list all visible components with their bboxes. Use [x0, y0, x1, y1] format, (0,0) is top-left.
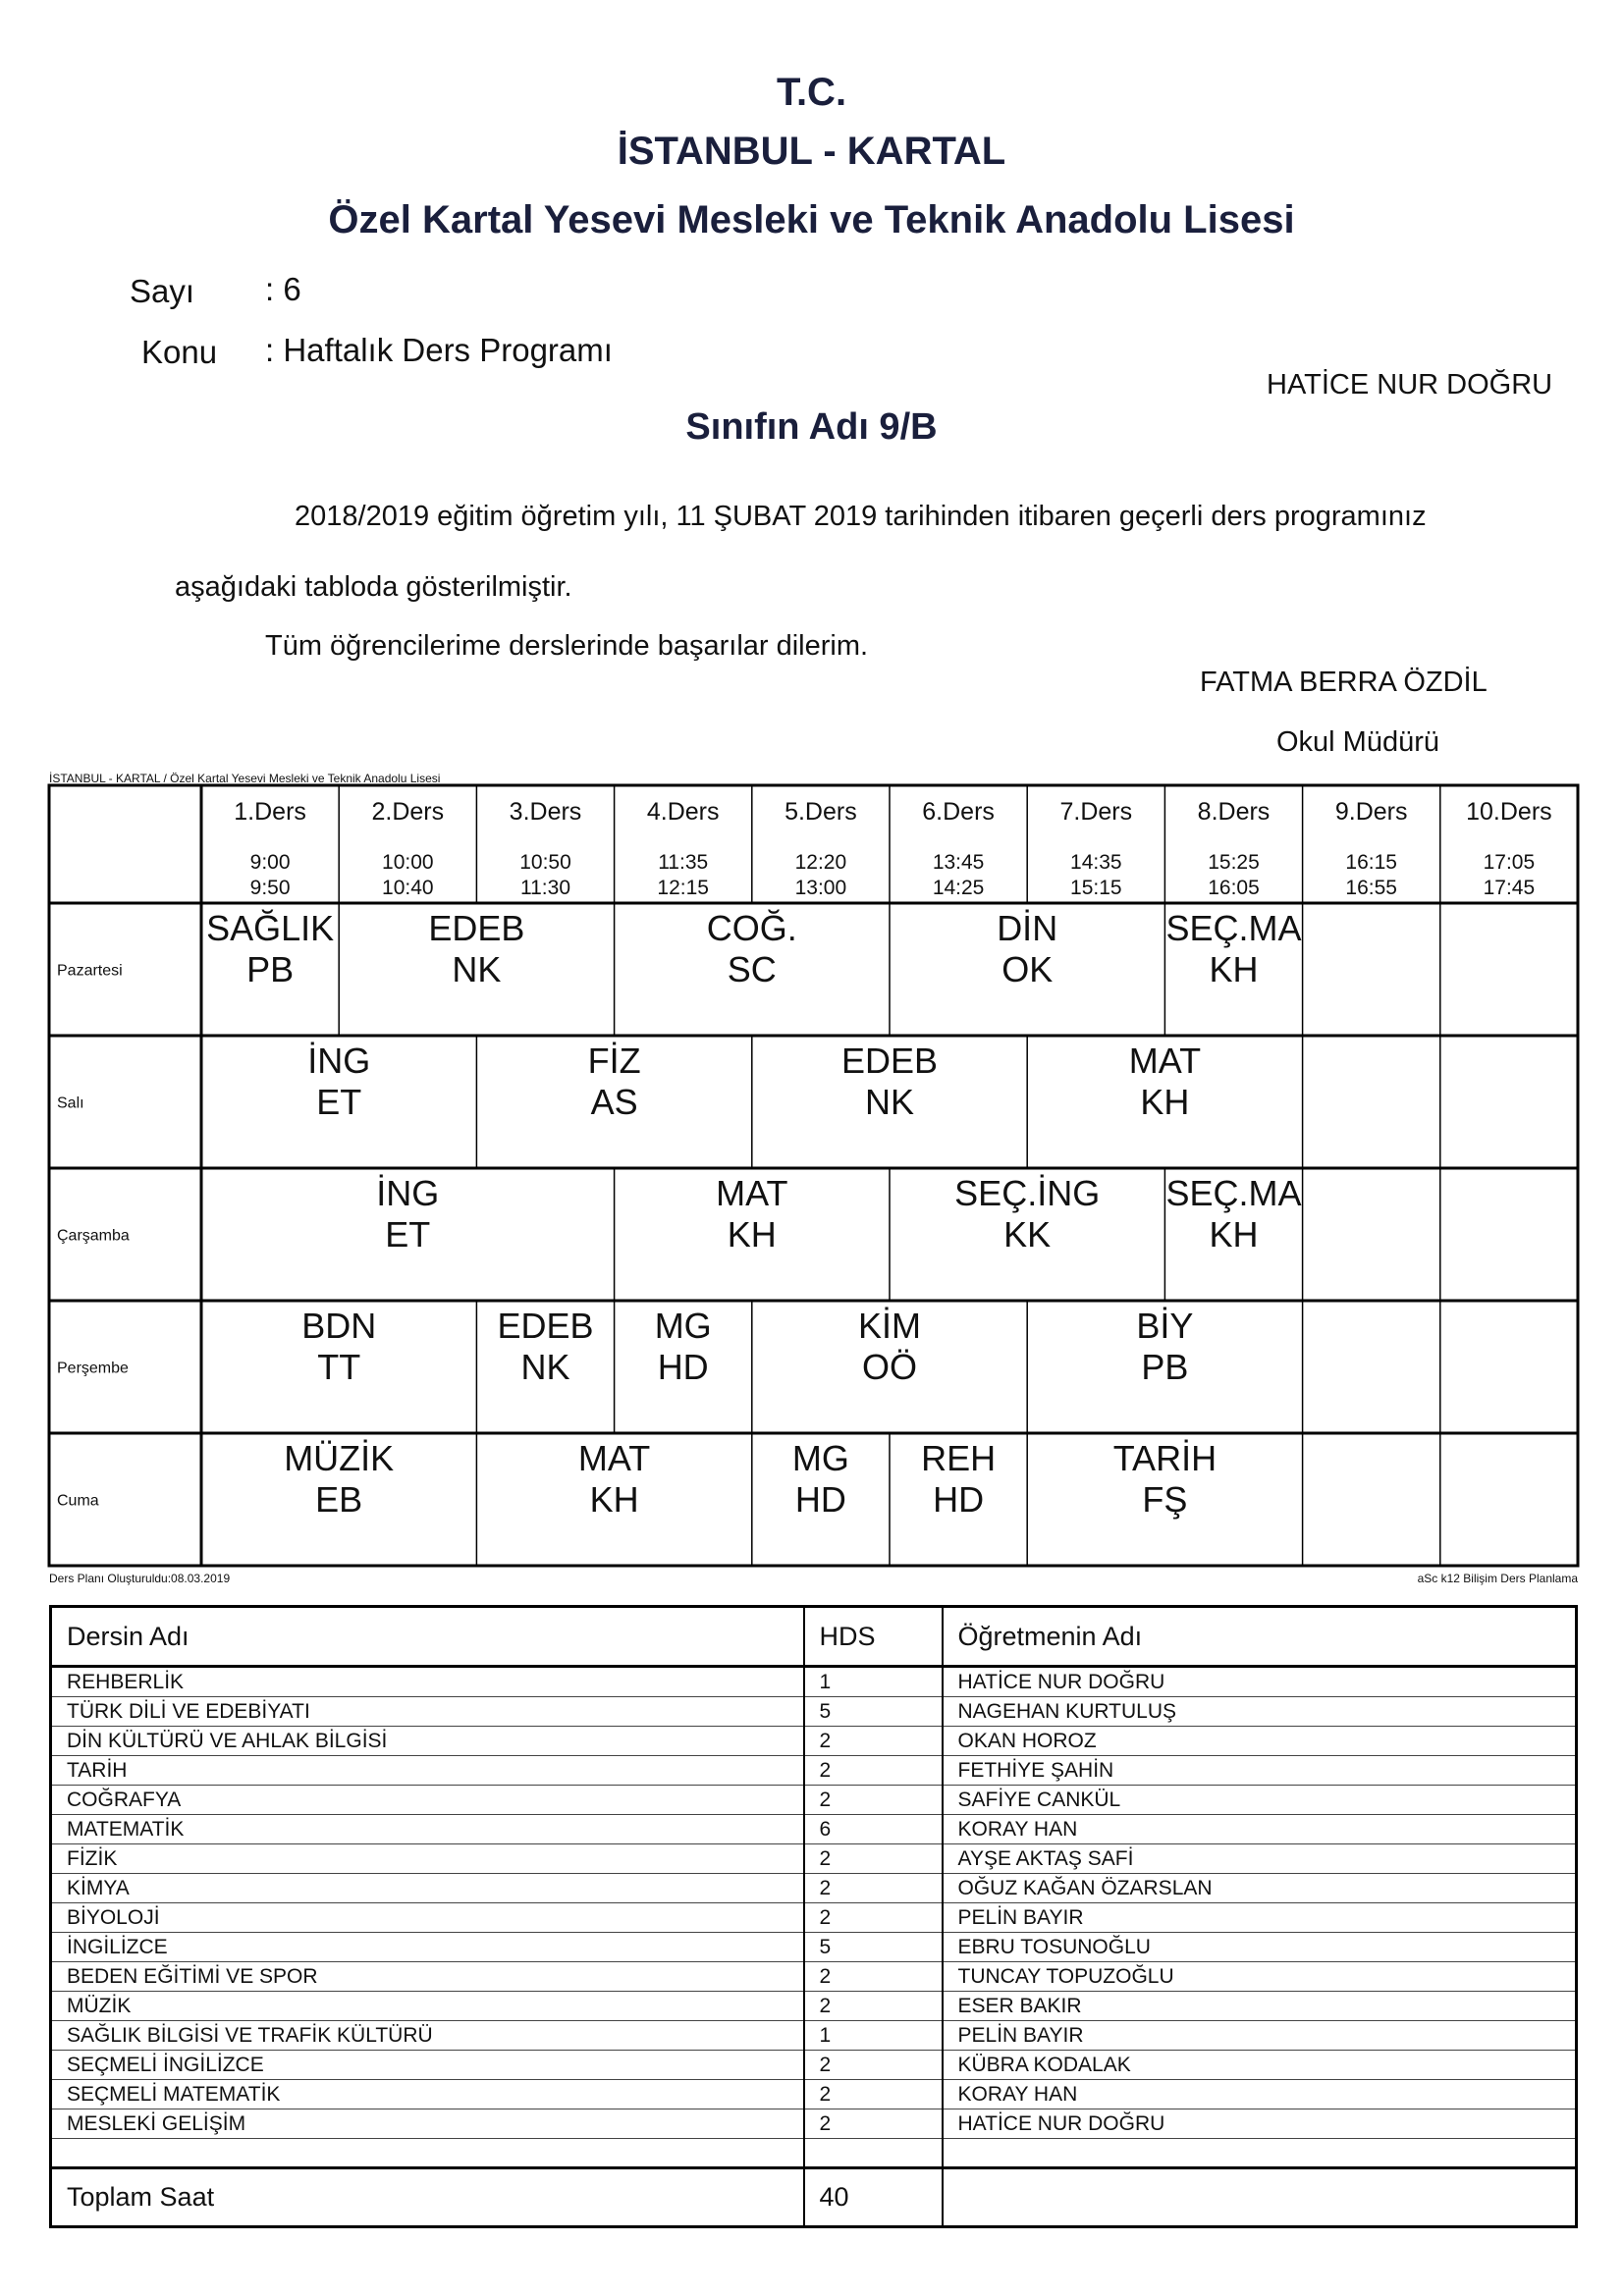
period-start: 14:35 [1070, 851, 1122, 874]
table-row [51, 1992, 1577, 2021]
intro-paragraph: 2018/2019 eğitim öğretim yılı, 11 ŞUBAT 2019 tarihinden itibaren geçerli ders programınız [295, 501, 1427, 532]
table-row [51, 1756, 1577, 1786]
blank-cell [804, 2139, 943, 2168]
course-teacher: ESER BAKIR [943, 1992, 1577, 2021]
course-teacher: HATİCE NUR DOĞRU [943, 2109, 1577, 2139]
course-hours: 6 [804, 1815, 943, 1844]
table-row [51, 1786, 1577, 1815]
course-teacher: KORAY HAN [943, 1815, 1577, 1844]
lesson-subject: FİZ [587, 1041, 641, 1081]
period-start: 10:00 [382, 851, 434, 874]
table-row [51, 1933, 1577, 1962]
course-hours: 2 [804, 1727, 943, 1756]
course-teacher: OKAN HOROZ [943, 1727, 1577, 1756]
course-name: MATEMATİK [51, 1815, 804, 1844]
lesson-teacher: KH [727, 1214, 777, 1255]
course-hours: 2 [804, 2109, 943, 2139]
course-hours: 2 [804, 1874, 943, 1903]
course-hours: 2 [804, 1756, 943, 1786]
course-hours: 1 [804, 1667, 943, 1697]
lesson-subject: MAT [1128, 1041, 1202, 1081]
course-teacher: KORAY HAN [943, 2080, 1577, 2109]
lesson-teacher: NK [520, 1347, 570, 1387]
course-list-table [49, 1605, 1578, 2228]
lesson-subject: SAĞLIK [206, 908, 335, 948]
day-label: Salı [57, 1095, 84, 1112]
day-label: Perşembe [57, 1360, 129, 1377]
period-end: 16:05 [1208, 877, 1260, 899]
lesson-subject: REH [921, 1438, 997, 1478]
total-row [51, 2168, 1577, 2227]
period-start: 11:35 [658, 851, 709, 874]
total-label: Toplam Saat [51, 2168, 804, 2227]
course-hours: 5 [804, 1697, 943, 1727]
lesson-teacher: HD [657, 1347, 709, 1387]
created-date: Ders Planı Oluşturuldu:08.03.2019 [49, 1572, 231, 1585]
lesson-teacher: ET [385, 1214, 431, 1255]
lesson-subject: EDEB [840, 1041, 939, 1081]
blank-cell [51, 2139, 804, 2168]
period-name: 10.Ders [1466, 798, 1552, 826]
lesson-teacher: KH [1209, 1214, 1259, 1255]
total-empty [943, 2168, 1577, 2227]
course-hours: 2 [804, 1844, 943, 1874]
table-row [51, 2051, 1577, 2080]
course-teacher: EBRU TOSUNOĞLU [943, 1933, 1577, 1962]
lesson-teacher: KH [1209, 949, 1259, 989]
course-name: TÜRK DİLİ VE EDEBİYATI [51, 1697, 804, 1727]
wishes-text: Tüm öğrencilerime derslerinde başarılar dilerim. [265, 630, 869, 662]
period-end: 11:30 [520, 877, 570, 899]
lesson-subject: SEÇ.MA [1165, 1173, 1302, 1213]
lesson-subject: BDN [301, 1306, 377, 1346]
lesson-teacher: ET [316, 1082, 362, 1122]
lesson-teacher: OÖ [861, 1347, 918, 1387]
period-start: 10:50 [519, 851, 571, 874]
period-name: 3.Ders [509, 798, 582, 826]
course-teacher: OĞUZ KAĞAN ÖZARSLAN [943, 1874, 1577, 1903]
lesson-subject: EDEB [428, 908, 525, 948]
table-row [51, 1874, 1577, 1903]
course-hours: 2 [804, 1992, 943, 2021]
period-start: 12:20 [794, 851, 847, 874]
lesson-subject: İNG [376, 1173, 440, 1213]
course-teacher: PELİN BAYIR [943, 2021, 1577, 2051]
principal-name: FATMA BERRA ÖZDİL [1200, 667, 1488, 698]
period-start: 15:25 [1208, 851, 1260, 874]
course-name: BİYOLOJİ [51, 1903, 804, 1933]
table-row [51, 1697, 1577, 1727]
lesson-subject: BİY [1136, 1306, 1194, 1346]
lesson-subject: SEÇ.MA [1165, 908, 1302, 948]
course-teacher: KÜBRA KODALAK [943, 2051, 1577, 2080]
day-label: Cuma [57, 1492, 99, 1510]
period-name: 5.Ders [784, 798, 857, 826]
table-row [51, 1667, 1577, 1697]
course-name: REHBERLİK [51, 1667, 804, 1697]
lesson-subject: İNG [307, 1041, 371, 1081]
course-teacher: PELİN BAYIR [943, 1903, 1577, 1933]
col-header-course: Dersin Adı [51, 1607, 804, 1667]
table-row [51, 1727, 1577, 1756]
period-start: 13:45 [932, 851, 985, 874]
period-end: 13:00 [794, 877, 847, 899]
lesson-teacher: FŞ [1142, 1479, 1188, 1520]
day-label: Çarşamba [57, 1227, 130, 1245]
intro-paragraph-cont: aşağıdaki tabloda gösterilmiştir. [175, 571, 572, 603]
sayi-value: : 6 [265, 271, 301, 307]
table-row [51, 1962, 1577, 1992]
course-hours: 2 [804, 2080, 943, 2109]
lesson-teacher: KH [1140, 1082, 1190, 1122]
lesson-teacher: NK [864, 1082, 915, 1122]
course-teacher: FETHİYE ŞAHİN [943, 1756, 1577, 1786]
table-row [51, 2080, 1577, 2109]
period-name: 6.Ders [922, 798, 995, 826]
period-end: 16:55 [1345, 877, 1397, 899]
lesson-teacher: SC [727, 949, 777, 989]
period-name: 8.Ders [1197, 798, 1271, 826]
period-name: 1.Ders [234, 798, 306, 826]
course-hours: 5 [804, 1933, 943, 1962]
lesson-subject: MAT [716, 1173, 788, 1213]
lesson-subject: MÜZİK [284, 1438, 395, 1478]
course-hours: 2 [804, 1903, 943, 1933]
principal-title: Okul Müdürü [1276, 726, 1440, 758]
course-name: KİMYA [51, 1874, 804, 1903]
header-tc: T.C. [776, 71, 847, 114]
blank-row [51, 2139, 1577, 2168]
course-name: SAĞLIK BİLGİSİ VE TRAFİK KÜLTÜRÜ [51, 2021, 804, 2051]
lesson-teacher: TT [317, 1347, 361, 1387]
period-start: 16:15 [1345, 851, 1397, 874]
course-name: MÜZİK [51, 1992, 804, 2021]
period-name: 4.Ders [646, 798, 720, 826]
period-name: 9.Ders [1334, 798, 1408, 826]
lesson-subject: MAT [577, 1438, 651, 1478]
period-name: 7.Ders [1059, 798, 1133, 826]
lesson-subject: MG [791, 1438, 849, 1478]
period-name: 2.Ders [371, 798, 445, 826]
course-teacher: TUNCAY TOPUZOĞLU [943, 1962, 1577, 1992]
table-row [51, 1815, 1577, 1844]
lesson-teacher: HD [794, 1479, 846, 1520]
lesson-teacher: AS [590, 1082, 638, 1122]
lesson-teacher: PB [246, 949, 295, 989]
lesson-subject: COĞ. [706, 908, 797, 948]
lesson-teacher: PB [1141, 1347, 1189, 1387]
lesson-teacher: EB [315, 1479, 363, 1520]
period-start: 17:05 [1483, 851, 1536, 874]
course-hours: 2 [804, 1962, 943, 1992]
class-title: Sınıfın Adı 9/B [685, 406, 938, 448]
school-name: Özel Kartal Yesevi Mesleki ve Teknik Anadolu Lisesi [328, 198, 1295, 241]
course-teacher: SAFİYE CANKÜL [943, 1786, 1577, 1815]
col-header-teacher: Öğretmenin Adı [943, 1607, 1577, 1667]
lesson-teacher: KK [1003, 1214, 1052, 1255]
course-teacher: NAGEHAN KURTULUŞ [943, 1697, 1577, 1727]
course-name: SEÇMELİ MATEMATİK [51, 2080, 804, 2109]
course-name: COĞRAFYA [51, 1786, 804, 1815]
course-name: FİZİK [51, 1844, 804, 1874]
lesson-subject: SEÇ.İNG [954, 1173, 1101, 1213]
course-name: MESLEKİ GELİŞİM [51, 2109, 804, 2139]
period-end: 10:40 [382, 877, 434, 899]
header-city: İSTANBUL - KARTAL [617, 130, 1006, 173]
course-hours: 2 [804, 2051, 943, 2080]
table-row [51, 1844, 1577, 1874]
course-name: BEDEN EĞİTİMİ VE SPOR [51, 1962, 804, 1992]
lesson-teacher: HD [933, 1479, 985, 1520]
table-row [51, 2021, 1577, 2051]
course-hours: 2 [804, 1786, 943, 1815]
course-teacher: HATİCE NUR DOĞRU [943, 1667, 1577, 1697]
day-label: Pazartesi [57, 962, 123, 980]
table-row [51, 1903, 1577, 1933]
lesson-subject: KİM [857, 1306, 922, 1346]
lesson-subject: DİN [997, 908, 1058, 948]
lesson-subject: TARİH [1112, 1438, 1217, 1478]
total-value: 40 [804, 2168, 943, 2227]
blank-cell [943, 2139, 1577, 2168]
lesson-teacher: NK [452, 949, 502, 989]
timetable-caption: İSTANBUL - KARTAL / Özel Kartal Yesevi Mesleki ve Teknik Anadolu Lisesi [49, 772, 441, 785]
konu-value: : Haftalık Ders Programı [265, 332, 613, 368]
lesson-subject: EDEB [497, 1306, 594, 1346]
period-end: 12:15 [657, 877, 709, 899]
course-name: İNGİLİZCE [51, 1933, 804, 1962]
course-teacher: AYŞE AKTAŞ SAFİ [943, 1844, 1577, 1874]
table-row [51, 2109, 1577, 2139]
teacher-name: HATİCE NUR DOĞRU [1267, 369, 1553, 400]
course-hours: 1 [804, 2021, 943, 2051]
col-header-hours: HDS [804, 1607, 943, 1667]
period-end: 17:45 [1483, 877, 1536, 899]
sayi-label: Sayı [130, 273, 195, 309]
period-start: 9:00 [249, 851, 291, 874]
period-end: 14:25 [932, 877, 985, 899]
period-end: 9:50 [249, 877, 291, 899]
lesson-teacher: OK [1001, 949, 1054, 989]
lesson-subject: MG [654, 1306, 712, 1346]
course-name: TARİH [51, 1756, 804, 1786]
course-name: SEÇMELİ İNGİLİZCE [51, 2051, 804, 2080]
lesson-teacher: KH [589, 1479, 639, 1520]
konu-label: Konu [141, 334, 218, 370]
software-credit: aSc k12 Bilişim Ders Planlama [1417, 1572, 1578, 1585]
course-name: DİN KÜLTÜRÜ VE AHLAK BİLGİSİ [51, 1727, 804, 1756]
period-end: 15:15 [1070, 877, 1122, 899]
